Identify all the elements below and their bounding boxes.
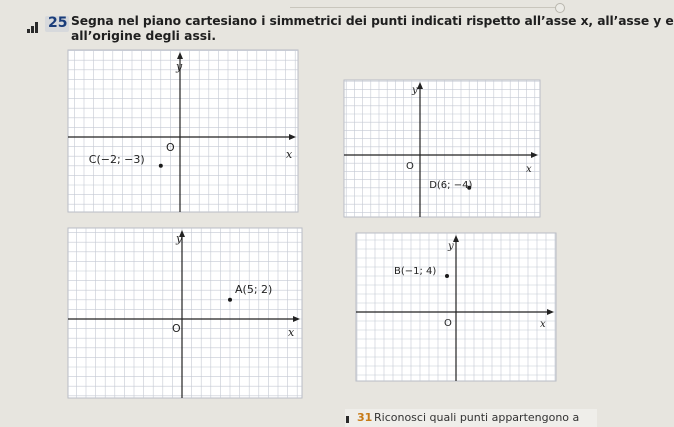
header-rule-dot [555, 3, 565, 13]
exercise-instruction-line-1: Segna nel piano cartesiano i simmetrici dei punti indicati rispetto all’asse x, all’asse y e [71, 14, 674, 28]
y-axis-label: y [412, 85, 418, 96]
header-rule [290, 7, 558, 8]
point-c [159, 164, 163, 168]
exercise-number: 25 [48, 15, 68, 31]
x-axis-label: x [526, 164, 532, 175]
next-exercise-number: 31 [357, 411, 373, 424]
point-b [445, 274, 449, 278]
x-axis-label: x [286, 148, 293, 161]
origin-label: O [444, 318, 452, 329]
next-exercise-text: Riconosci quali punti appartengono a [374, 411, 580, 424]
y-axis-label: y [176, 232, 183, 245]
y-axis-label: y [448, 241, 454, 252]
point-b-label: B(−1; 4) [394, 266, 437, 277]
x-axis-label: x [540, 319, 546, 330]
point-a-label: A(5; 2) [235, 282, 273, 296]
cartesian-plane-c [68, 50, 298, 212]
cartesian-plane-b [356, 233, 556, 381]
x-axis-label: x [288, 326, 295, 339]
origin-label: O [166, 141, 175, 154]
point-a [228, 298, 232, 302]
difficulty-bar-icon [346, 413, 353, 423]
cartesian-plane-a [68, 228, 302, 398]
exercise-instruction-line-2: all’origine degli assi. [71, 29, 216, 43]
cartesian-plane-d [344, 80, 540, 217]
difficulty-bars-icon [27, 21, 39, 33]
origin-label: O [406, 161, 414, 172]
point-d-label: D(6; −4) [429, 179, 473, 191]
y-axis-label: y [176, 60, 183, 73]
origin-label: O [172, 322, 181, 335]
point-c-label: C(−2; −3) [88, 152, 145, 166]
